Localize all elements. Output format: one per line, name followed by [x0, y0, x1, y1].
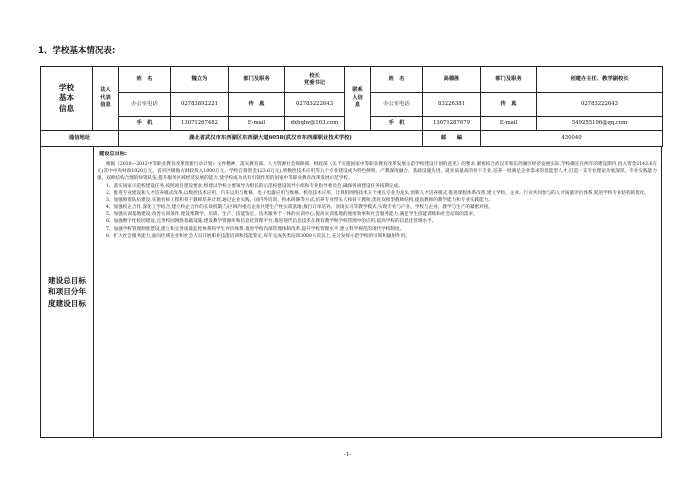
legal-email-label: E-mail	[229, 117, 285, 131]
goals-paragraph: 8、扩大社会服务能力,面向区域企业和社会人员开展职业技能培训和技能鉴定,每年完成各类培训3000人次以上,充分发挥示范学校的引领和辐射作用。	[106, 233, 410, 239]
contact-mobile: 13071287679	[423, 117, 481, 131]
address: 湖北省武汉市东西湖区东西湖大道6058(武汉市东西湖职业技术学校)	[119, 131, 423, 147]
legal-mobile: 13071267482	[171, 117, 229, 131]
contact-fax-label: 传 真	[481, 93, 537, 117]
goals-heading: 建设总目标:	[99, 151, 127, 157]
goals-paragraph: 6、加强数字化校园建设,完善校园网络基础设施,建设教学资源库和信息化管理平台,推进现代信息技术在教育教学和学校管理中的应用,提高学校的信息化管理水平。	[106, 219, 437, 225]
section-label: 学校基本信息	[41, 67, 93, 131]
legal-office-phone: 02783892221	[171, 93, 229, 117]
section-title: 1、学校基本情况表:	[38, 46, 116, 56]
goals-body	[97, 151, 657, 435]
contact-office-phone: 83226381	[423, 93, 481, 117]
goals-paragraph: 1、落实国家示范校建设任务,按照项目建设要求,组建以学校主要领导为组长的示范校建设领导小组和专业指导委员会,确保各项建设任务按期完成。	[106, 183, 403, 189]
contact-email: 549255196@qq.com	[537, 117, 663, 131]
school-info-table	[40, 66, 663, 147]
contact-name: 高德胜	[423, 67, 481, 93]
legal-office-phone-label: 办公室电话	[119, 93, 171, 117]
contact-label: 联系人信息	[345, 67, 371, 131]
contact-dept-label: 部门及职务	[481, 67, 537, 93]
contact-position: 创建办主任、教学副校长	[537, 67, 663, 93]
goals-paragraph: 3、加强师资队伍建设,实施名师工程和骨干教师培养计划,通过企业实践、国内外培训、校本研修等方式,培养专业带头人和骨干教师,优化双师型教师结构,提高教师的教学能力和专业实践能力。	[106, 197, 493, 203]
legal-email: dxhqlw@163.com	[285, 117, 345, 131]
contact-office-phone-label: 办公室电话	[371, 93, 423, 117]
goals-row-label: 建设总目标和项目分年度建设目标	[41, 147, 94, 437]
postcode-label: 邮 编	[423, 131, 481, 147]
legal-name-label: 姓 名	[119, 67, 171, 93]
goals-paragraph: 2、推进专业建设和人才培养模式改革,以数控技术应用、汽车运用与维修、电子电器应用与维修、机电技术应用、计算机网络技术五个重点专业为龙头,创新人才培养模式,推进课程体系改革,建立学校、企业、行业共同参与的人才质量评价体系,促进学校专业结构的优化。	[106, 190, 650, 196]
legal-dept-label: 部门及职务	[229, 67, 285, 93]
legal-mobile-label: 手 机	[119, 117, 171, 131]
legal-fax-label: 传 真	[229, 93, 285, 117]
goals-paragraph: 7、加强学校管理制度建设,建立和完善质量监控体系和学生评价体系,推进学校内部管理体制改革,提升学校管理水平,建立科学规范的现代学校制度。	[106, 226, 405, 232]
goals-section	[40, 146, 662, 438]
contact-fax: 02783222643	[537, 93, 663, 117]
contact-mobile-label: 手 机	[371, 117, 423, 131]
page-number: -1-	[343, 452, 352, 458]
goals-paragraph: 4、加强校企合作,深化工学结合,建立校企合作的长效机制,与区域内重点企业共建生产性实训基地,推行订单培养、顶岗实习等教学模式,实现专业与产业、学校与企业、教学与生产的紧密对接。	[106, 205, 493, 211]
address-label: 通信地址	[41, 131, 119, 147]
postcode: 430040	[481, 131, 663, 147]
contact-name-label: 姓 名	[371, 67, 423, 93]
goals-paragraph: 5、加强实训基地建设,改善实训条件,建设集教学、培训、生产、技能鉴定、技术服务于一体的实训中心,提高实训基地的使用效率和社会服务能力,满足学生技能训练和社会培训的需求。	[106, 212, 478, 218]
goals-paragraph: 根据《2010—2012中等职业教育改革创新行动计划》文件精神、落实教育部、人力资源社会保障部、财政部《关于实施国家中等职业教育改革发展示范学校建设计划的意见》的要求,紧密结合武汉市和东西湖区经济发展实际,学校确定在两年的建设期内,投入资金2143.6万元(其中中央财政1020万元、省市区级地方财政投入1000万元、学校自筹资金123.6万元),将数控技术应用等五个专业建设成为特色鲜明、产教深度融合、基础设施先进、就业质量高的骨干专业,培养一批满足企业需求的技能型人才,打造一支专业理论功底深厚、专业实践能力强、双师结构合理的师资队伍,提升服务区域经济发展的能力,使学校成为具有引领作用的国家中等职业教育改革发展示范学校。	[97, 162, 657, 182]
legal-name: 魏立为	[171, 67, 229, 93]
legal-position: 校长 党委书记	[285, 67, 345, 93]
legal-fax: 02783222643	[285, 93, 345, 117]
legal-rep-label: 法人代表信息	[93, 67, 119, 131]
contact-email-label: E-mail	[481, 117, 537, 131]
